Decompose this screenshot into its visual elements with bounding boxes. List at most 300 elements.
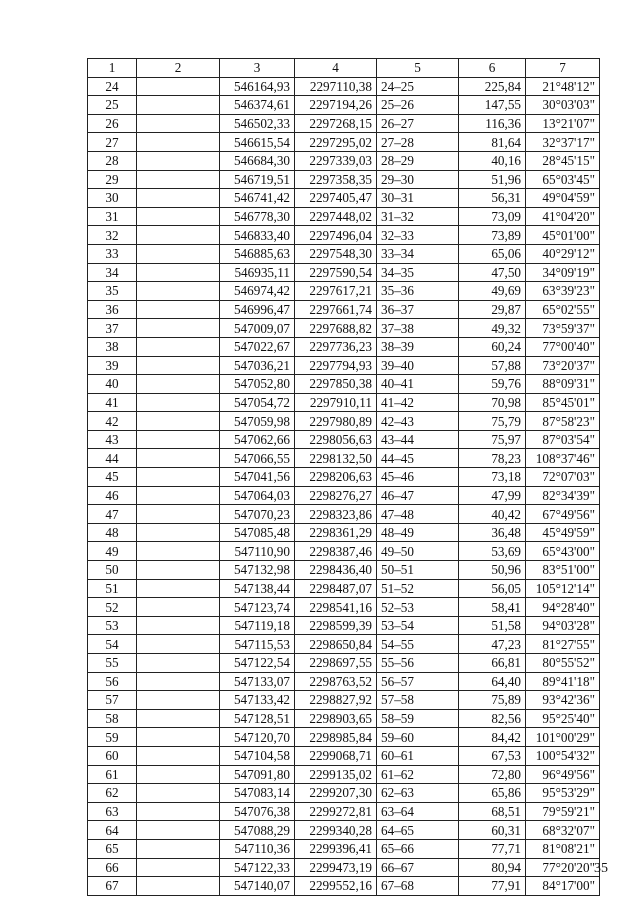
table-row <box>88 598 600 617</box>
point-number-cell: 36 <box>88 300 137 319</box>
angle-cell: 73°20'37" <box>526 356 600 375</box>
y-coordinate-cell: 2298387,46 <box>295 542 377 561</box>
table-row <box>88 746 600 765</box>
y-coordinate-cell: 2297496,04 <box>295 226 377 245</box>
y-coordinate-cell: 2298541,16 <box>295 598 377 617</box>
x-coordinate-cell: 547066,55 <box>220 449 295 468</box>
x-coordinate-cell: 547070,23 <box>220 505 295 524</box>
point-number-cell: 38 <box>88 337 137 356</box>
length-cell: 57,88 <box>459 356 526 375</box>
table-row <box>88 133 600 152</box>
table-row <box>88 226 600 245</box>
empty-cell <box>137 839 220 858</box>
y-coordinate-cell: 2298763,52 <box>295 672 377 691</box>
table-row <box>88 151 600 170</box>
length-cell: 68,51 <box>459 802 526 821</box>
x-coordinate-cell: 547122,33 <box>220 858 295 877</box>
length-cell: 81,64 <box>459 133 526 152</box>
point-number-cell: 34 <box>88 263 137 282</box>
length-cell: 84,42 <box>459 728 526 747</box>
x-coordinate-cell: 546164,93 <box>220 77 295 96</box>
length-cell: 72,80 <box>459 765 526 784</box>
y-coordinate-cell: 2297850,38 <box>295 375 377 394</box>
length-cell: 60,24 <box>459 337 526 356</box>
x-coordinate-cell: 547083,14 <box>220 784 295 803</box>
segment-cell: 36–37 <box>377 300 459 319</box>
point-number-cell: 63 <box>88 802 137 821</box>
x-coordinate-cell: 547059,98 <box>220 412 295 431</box>
x-coordinate-cell: 547091,80 <box>220 765 295 784</box>
empty-cell <box>137 728 220 747</box>
empty-cell <box>137 598 220 617</box>
x-coordinate-cell: 547036,21 <box>220 356 295 375</box>
empty-cell <box>137 170 220 189</box>
angle-cell: 72°07'03" <box>526 468 600 487</box>
angle-cell: 85°45'01" <box>526 393 600 412</box>
x-coordinate-cell: 547041,56 <box>220 468 295 487</box>
length-cell: 73,89 <box>459 226 526 245</box>
segment-cell: 27–28 <box>377 133 459 152</box>
empty-cell <box>137 375 220 394</box>
point-number-cell: 28 <box>88 151 137 170</box>
length-cell: 65,06 <box>459 244 526 263</box>
y-coordinate-cell: 2297448,02 <box>295 207 377 226</box>
empty-cell <box>137 784 220 803</box>
angle-cell: 79°59'21" <box>526 802 600 821</box>
column-header: 7 <box>526 59 600 78</box>
length-cell: 58,41 <box>459 598 526 617</box>
column-header: 2 <box>137 59 220 78</box>
empty-cell <box>137 226 220 245</box>
y-coordinate-cell: 2298697,55 <box>295 654 377 673</box>
length-cell: 225,84 <box>459 77 526 96</box>
segment-cell: 58–59 <box>377 709 459 728</box>
segment-cell: 43–44 <box>377 430 459 449</box>
point-number-cell: 59 <box>88 728 137 747</box>
angle-cell: 100°54'32" <box>526 746 600 765</box>
x-coordinate-cell: 546374,61 <box>220 96 295 115</box>
column-header: 3 <box>220 59 295 78</box>
table-row <box>88 393 600 412</box>
table-row <box>88 523 600 542</box>
angle-cell: 49°04'59" <box>526 189 600 208</box>
angle-cell: 88°09'31" <box>526 375 600 394</box>
segment-cell: 64–65 <box>377 821 459 840</box>
point-number-cell: 37 <box>88 319 137 338</box>
segment-cell: 32–33 <box>377 226 459 245</box>
x-coordinate-cell: 547076,38 <box>220 802 295 821</box>
length-cell: 53,69 <box>459 542 526 561</box>
x-coordinate-cell: 546935,11 <box>220 263 295 282</box>
y-coordinate-cell: 2298599,39 <box>295 616 377 635</box>
x-coordinate-cell: 547128,51 <box>220 709 295 728</box>
x-coordinate-cell: 547132,98 <box>220 561 295 580</box>
angle-cell: 32°37'17" <box>526 133 600 152</box>
table-body <box>88 77 600 895</box>
length-cell: 75,89 <box>459 691 526 710</box>
point-number-cell: 55 <box>88 654 137 673</box>
length-cell: 73,18 <box>459 468 526 487</box>
segment-cell: 44–45 <box>377 449 459 468</box>
table-row <box>88 77 600 96</box>
angle-cell: 34°09'19" <box>526 263 600 282</box>
y-coordinate-cell: 2297794,93 <box>295 356 377 375</box>
x-coordinate-cell: 547062,66 <box>220 430 295 449</box>
angle-cell: 81°08'21" <box>526 839 600 858</box>
table-row <box>88 505 600 524</box>
table-row <box>88 691 600 710</box>
x-coordinate-cell: 547115,53 <box>220 635 295 654</box>
x-coordinate-cell: 546684,30 <box>220 151 295 170</box>
segment-cell: 48–49 <box>377 523 459 542</box>
segment-cell: 37–38 <box>377 319 459 338</box>
length-cell: 47,99 <box>459 486 526 505</box>
angle-cell: 65°03'45" <box>526 170 600 189</box>
y-coordinate-cell: 2298903,65 <box>295 709 377 728</box>
point-number-cell: 65 <box>88 839 137 858</box>
segment-cell: 51–52 <box>377 579 459 598</box>
table-row <box>88 839 600 858</box>
length-cell: 47,50 <box>459 263 526 282</box>
x-coordinate-cell: 547110,90 <box>220 542 295 561</box>
x-coordinate-cell: 547120,70 <box>220 728 295 747</box>
point-number-cell: 48 <box>88 523 137 542</box>
table-row <box>88 319 600 338</box>
table-row <box>88 430 600 449</box>
angle-cell: 73°59'37" <box>526 319 600 338</box>
angle-cell: 101°00'29" <box>526 728 600 747</box>
length-cell: 40,42 <box>459 505 526 524</box>
length-cell: 67,53 <box>459 746 526 765</box>
table-row <box>88 244 600 263</box>
length-cell: 51,58 <box>459 616 526 635</box>
point-number-cell: 31 <box>88 207 137 226</box>
angle-cell: 87°03'54" <box>526 430 600 449</box>
y-coordinate-cell: 2297590,54 <box>295 263 377 282</box>
empty-cell <box>137 579 220 598</box>
page-number: 35 <box>594 861 608 876</box>
segment-cell: 40–41 <box>377 375 459 394</box>
y-coordinate-cell: 2298487,07 <box>295 579 377 598</box>
empty-cell <box>137 449 220 468</box>
x-coordinate-cell: 546741,42 <box>220 189 295 208</box>
empty-cell <box>137 189 220 208</box>
x-coordinate-cell: 546615,54 <box>220 133 295 152</box>
angle-cell: 80°55'52" <box>526 654 600 673</box>
angle-cell: 105°12'14" <box>526 579 600 598</box>
angle-cell: 108°37'46" <box>526 449 600 468</box>
table-row <box>88 821 600 840</box>
angle-cell: 30°03'03" <box>526 96 600 115</box>
point-number-cell: 43 <box>88 430 137 449</box>
point-number-cell: 42 <box>88 412 137 431</box>
angle-cell: 21°48'12" <box>526 77 600 96</box>
empty-cell <box>137 746 220 765</box>
x-coordinate-cell: 547138,44 <box>220 579 295 598</box>
empty-cell <box>137 486 220 505</box>
length-cell: 59,76 <box>459 375 526 394</box>
y-coordinate-cell: 2298650,84 <box>295 635 377 654</box>
empty-cell <box>137 765 220 784</box>
x-coordinate-cell: 546833,40 <box>220 226 295 245</box>
empty-cell <box>137 300 220 319</box>
table-row <box>88 337 600 356</box>
empty-cell <box>137 430 220 449</box>
length-cell: 56,31 <box>459 189 526 208</box>
table-row <box>88 375 600 394</box>
point-number-cell: 47 <box>88 505 137 524</box>
y-coordinate-cell: 2299396,41 <box>295 839 377 858</box>
y-coordinate-cell: 2298206,63 <box>295 468 377 487</box>
empty-cell <box>137 802 220 821</box>
segment-cell: 59–60 <box>377 728 459 747</box>
segment-cell: 55–56 <box>377 654 459 673</box>
empty-cell <box>137 337 220 356</box>
table-row <box>88 635 600 654</box>
coordinates-table <box>87 58 600 896</box>
empty-cell <box>137 616 220 635</box>
angle-cell: 95°25'40" <box>526 709 600 728</box>
empty-cell <box>137 282 220 301</box>
x-coordinate-cell: 546719,51 <box>220 170 295 189</box>
column-header: 6 <box>459 59 526 78</box>
angle-cell: 94°28'40" <box>526 598 600 617</box>
y-coordinate-cell: 2297358,35 <box>295 170 377 189</box>
angle-cell: 77°00'40" <box>526 337 600 356</box>
angle-cell: 67°49'56" <box>526 505 600 524</box>
x-coordinate-cell: 547022,67 <box>220 337 295 356</box>
table-row <box>88 263 600 282</box>
segment-cell: 35–36 <box>377 282 459 301</box>
length-cell: 116,36 <box>459 114 526 133</box>
empty-cell <box>137 858 220 877</box>
table-row <box>88 765 600 784</box>
segment-cell: 49–50 <box>377 542 459 561</box>
y-coordinate-cell: 2299068,71 <box>295 746 377 765</box>
angle-cell: 81°27'55" <box>526 635 600 654</box>
empty-cell <box>137 133 220 152</box>
y-coordinate-cell: 2297268,15 <box>295 114 377 133</box>
x-coordinate-cell: 547009,07 <box>220 319 295 338</box>
x-coordinate-cell: 547110,36 <box>220 839 295 858</box>
angle-cell: 65°02'55" <box>526 300 600 319</box>
column-header: 4 <box>295 59 377 78</box>
y-coordinate-cell: 2298323,86 <box>295 505 377 524</box>
y-coordinate-cell: 2298056,63 <box>295 430 377 449</box>
y-coordinate-cell: 2298436,40 <box>295 561 377 580</box>
empty-cell <box>137 635 220 654</box>
point-number-cell: 57 <box>88 691 137 710</box>
angle-cell: 28°45'15" <box>526 151 600 170</box>
y-coordinate-cell: 2299552,16 <box>295 877 377 896</box>
x-coordinate-cell: 546885,63 <box>220 244 295 263</box>
x-coordinate-cell: 546778,30 <box>220 207 295 226</box>
angle-cell: 84°17'00" <box>526 877 600 896</box>
empty-cell <box>137 207 220 226</box>
length-cell: 50,96 <box>459 561 526 580</box>
table-row <box>88 561 600 580</box>
point-number-cell: 44 <box>88 449 137 468</box>
segment-cell: 38–39 <box>377 337 459 356</box>
x-coordinate-cell: 547054,72 <box>220 393 295 412</box>
segment-cell: 62–63 <box>377 784 459 803</box>
table-row <box>88 207 600 226</box>
length-cell: 77,71 <box>459 839 526 858</box>
length-cell: 56,05 <box>459 579 526 598</box>
y-coordinate-cell: 2297617,21 <box>295 282 377 301</box>
segment-cell: 66–67 <box>377 858 459 877</box>
point-number-cell: 56 <box>88 672 137 691</box>
angle-cell: 77°20'20" <box>526 858 600 877</box>
table-row <box>88 468 600 487</box>
point-number-cell: 52 <box>88 598 137 617</box>
angle-cell: 13°21'07" <box>526 114 600 133</box>
y-coordinate-cell: 2297110,38 <box>295 77 377 96</box>
segment-cell: 61–62 <box>377 765 459 784</box>
y-coordinate-cell: 2298361,29 <box>295 523 377 542</box>
segment-cell: 25–26 <box>377 96 459 115</box>
segment-cell: 50–51 <box>377 561 459 580</box>
x-coordinate-cell: 547119,18 <box>220 616 295 635</box>
y-coordinate-cell: 2297661,74 <box>295 300 377 319</box>
y-coordinate-cell: 2298827,92 <box>295 691 377 710</box>
y-coordinate-cell: 2297980,89 <box>295 412 377 431</box>
length-cell: 36,48 <box>459 523 526 542</box>
table-row <box>88 189 600 208</box>
point-number-cell: 24 <box>88 77 137 96</box>
empty-cell <box>137 412 220 431</box>
point-number-cell: 53 <box>88 616 137 635</box>
length-cell: 47,23 <box>459 635 526 654</box>
y-coordinate-cell: 2299135,02 <box>295 765 377 784</box>
point-number-cell: 27 <box>88 133 137 152</box>
x-coordinate-cell: 547064,03 <box>220 486 295 505</box>
length-cell: 65,86 <box>459 784 526 803</box>
angle-cell: 41°04'20" <box>526 207 600 226</box>
empty-cell <box>137 244 220 263</box>
table-row <box>88 579 600 598</box>
length-cell: 147,55 <box>459 96 526 115</box>
table-row <box>88 672 600 691</box>
length-cell: 29,87 <box>459 300 526 319</box>
angle-cell: 45°49'59" <box>526 523 600 542</box>
table-row <box>88 300 600 319</box>
point-number-cell: 45 <box>88 468 137 487</box>
segment-cell: 26–27 <box>377 114 459 133</box>
x-coordinate-cell: 547085,48 <box>220 523 295 542</box>
angle-cell: 82°34'39" <box>526 486 600 505</box>
table-row <box>88 170 600 189</box>
segment-cell: 67–68 <box>377 877 459 896</box>
y-coordinate-cell: 2299473,19 <box>295 858 377 877</box>
table-row <box>88 542 600 561</box>
point-number-cell: 67 <box>88 877 137 896</box>
empty-cell <box>137 877 220 896</box>
y-coordinate-cell: 2297194,26 <box>295 96 377 115</box>
angle-cell: 93°42'36" <box>526 691 600 710</box>
segment-cell: 54–55 <box>377 635 459 654</box>
table-row <box>88 877 600 896</box>
table-row <box>88 282 600 301</box>
empty-cell <box>137 542 220 561</box>
point-number-cell: 35 <box>88 282 137 301</box>
length-cell: 60,31 <box>459 821 526 840</box>
angle-cell: 68°32'07" <box>526 821 600 840</box>
point-number-cell: 41 <box>88 393 137 412</box>
table-row <box>88 784 600 803</box>
column-header: 5 <box>377 59 459 78</box>
angle-cell: 45°01'00" <box>526 226 600 245</box>
length-cell: 78,23 <box>459 449 526 468</box>
length-cell: 40,16 <box>459 151 526 170</box>
empty-cell <box>137 505 220 524</box>
y-coordinate-cell: 2297295,02 <box>295 133 377 152</box>
empty-cell <box>137 468 220 487</box>
segment-cell: 56–57 <box>377 672 459 691</box>
x-coordinate-cell: 547133,42 <box>220 691 295 710</box>
empty-cell <box>137 356 220 375</box>
y-coordinate-cell: 2299272,81 <box>295 802 377 821</box>
y-coordinate-cell: 2297688,82 <box>295 319 377 338</box>
angle-cell: 96°49'56" <box>526 765 600 784</box>
point-number-cell: 66 <box>88 858 137 877</box>
empty-cell <box>137 691 220 710</box>
segment-cell: 29–30 <box>377 170 459 189</box>
empty-cell <box>137 114 220 133</box>
segment-cell: 65–66 <box>377 839 459 858</box>
point-number-cell: 25 <box>88 96 137 115</box>
x-coordinate-cell: 546996,47 <box>220 300 295 319</box>
table-row <box>88 616 600 635</box>
segment-cell: 53–54 <box>377 616 459 635</box>
point-number-cell: 64 <box>88 821 137 840</box>
segment-cell: 42–43 <box>377 412 459 431</box>
length-cell: 75,97 <box>459 430 526 449</box>
empty-cell <box>137 393 220 412</box>
length-cell: 64,40 <box>459 672 526 691</box>
length-cell: 70,98 <box>459 393 526 412</box>
segment-cell: 41–42 <box>377 393 459 412</box>
y-coordinate-cell: 2299340,28 <box>295 821 377 840</box>
segment-cell: 31–32 <box>377 207 459 226</box>
angle-cell: 94°03'28" <box>526 616 600 635</box>
y-coordinate-cell: 2298985,84 <box>295 728 377 747</box>
y-coordinate-cell: 2297405,47 <box>295 189 377 208</box>
y-coordinate-cell: 2297736,23 <box>295 337 377 356</box>
point-number-cell: 60 <box>88 746 137 765</box>
y-coordinate-cell: 2298132,50 <box>295 449 377 468</box>
length-cell: 80,94 <box>459 858 526 877</box>
table-row <box>88 412 600 431</box>
table-row <box>88 709 600 728</box>
angle-cell: 95°53'29" <box>526 784 600 803</box>
segment-cell: 57–58 <box>377 691 459 710</box>
x-coordinate-cell: 547104,58 <box>220 746 295 765</box>
x-coordinate-cell: 547052,80 <box>220 375 295 394</box>
table-row <box>88 449 600 468</box>
table-row <box>88 114 600 133</box>
point-number-cell: 62 <box>88 784 137 803</box>
table-row <box>88 728 600 747</box>
angle-cell: 40°29'12" <box>526 244 600 263</box>
point-number-cell: 49 <box>88 542 137 561</box>
x-coordinate-cell: 547088,29 <box>220 821 295 840</box>
empty-cell <box>137 672 220 691</box>
segment-cell: 34–35 <box>377 263 459 282</box>
point-number-cell: 58 <box>88 709 137 728</box>
y-coordinate-cell: 2297910,11 <box>295 393 377 412</box>
table-row <box>88 802 600 821</box>
